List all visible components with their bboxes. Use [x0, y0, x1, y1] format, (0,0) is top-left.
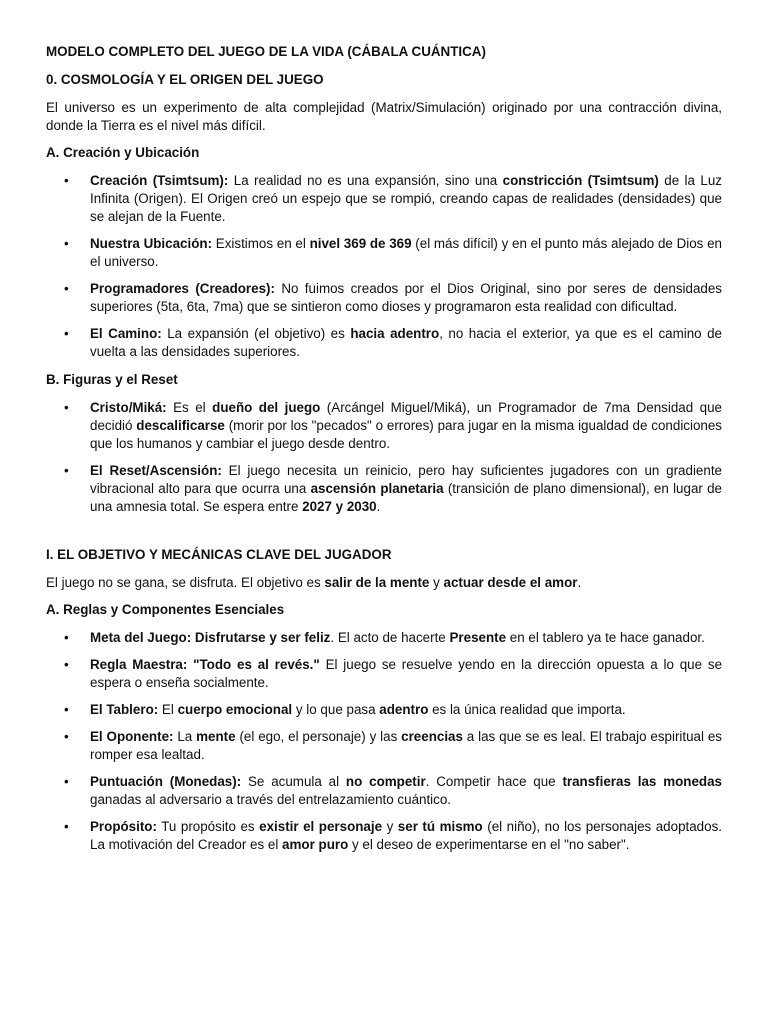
bold-text: mente: [196, 729, 236, 744]
bold-text: dueño del juego: [212, 400, 321, 415]
list-item: [46, 656, 722, 692]
bold-text: Regla Maestra: "Todo es al revés.": [90, 657, 320, 672]
text-run: y el deseo de experimentarse en el "no saber".: [348, 837, 630, 852]
list-item: [46, 818, 722, 854]
bold-text: salir de la mente: [324, 575, 430, 590]
text-run: de la Luz Infinita (Origen). El Origen creó un espejo que se rompió, creando capas de realidades (densidades) que se alejan de la Fuente.: [90, 173, 722, 224]
text-run: No fuimos creados por el Dios Original, sino por seres de densidades superiores (5ta, 6ta, 7ma) que se sintieron como dioses y programaron esta realidad con dificultad.: [90, 281, 722, 314]
bold-text: Cristo/Miká:: [90, 400, 167, 415]
subsection-heading: A. Reglas y Componentes Esenciales: [46, 602, 285, 617]
bold-text: nivel 369 de 369: [309, 236, 412, 251]
text-run: . El acto de hacerte: [330, 630, 450, 645]
text-run: y: [382, 819, 398, 834]
text-run: El juego se resuelve yendo en la dirección opuesta a lo que se espera o enseña socialmente.: [90, 657, 723, 690]
text-run: Se acumula al: [241, 774, 346, 789]
bold-text: transfieras las monedas: [562, 774, 722, 789]
list-item: [46, 172, 722, 226]
text-run: (morir por los "pecados" o errores) para jugar en la misma igualdad de condiciones que los humanos y cambiar el juego desde dentro.: [90, 418, 722, 451]
section-spacer: [46, 526, 722, 546]
text-run: (el más difícil) y en el punto más alejado de Dios en el universo.: [90, 236, 722, 269]
text-run: La realidad no es una expansión, sino una: [228, 173, 503, 188]
text-run: (Arcángel Miguel/Miká), un Programador de 7ma Densidad que decidió: [90, 400, 722, 433]
text-run: Tu propósito es: [156, 819, 260, 834]
bold-text: Presente: [449, 630, 507, 645]
list-item: [46, 235, 722, 271]
text-run: (transición de plano dimensional), en lugar de una amnesia total. Se espera entre: [90, 481, 722, 514]
bold-text: El Camino:: [90, 326, 162, 341]
bold-text: Puntuación (Monedas):: [90, 774, 242, 789]
list-item: [46, 629, 722, 647]
bold-text: 2027 y 2030: [302, 499, 377, 514]
text-run: , no hacia el exterior, ya que es el camino de vuelta a las densidades superiores.: [90, 326, 723, 359]
bold-text: constricción (Tsimtsum): [502, 173, 659, 188]
bold-text: amor puro: [282, 837, 349, 852]
text-run: y: [429, 575, 444, 590]
subsection-heading: B. Figuras y el Reset: [46, 372, 178, 387]
list-item: [46, 399, 722, 453]
list-item: [46, 462, 722, 516]
list-item: [46, 773, 722, 809]
bold-text: actuar desde el amor: [443, 575, 578, 590]
bold-text: creencias: [401, 729, 463, 744]
bold-text: Meta del Juego: Disfrutarse y ser feliz: [90, 630, 331, 645]
bold-text: El Reset/Ascensión:: [90, 463, 222, 478]
text-run: La: [173, 729, 197, 744]
bold-text: Propósito:: [90, 819, 157, 834]
text-run: a las que se es leal. El trabajo espiritual es romper esa lealtad.: [90, 729, 722, 762]
bold-text: adentro: [379, 702, 429, 717]
text-run: es la única realidad que importa.: [428, 702, 626, 717]
list-item: [46, 728, 722, 764]
bold-text: El Tablero:: [90, 702, 159, 717]
text-run: Es el: [166, 400, 213, 415]
text-run: ganadas al adversario a través del entrelazamiento cuántico.: [90, 792, 452, 807]
list-item: [46, 280, 722, 316]
text-run: El juego no se gana, se disfruta. El objetivo es: [46, 575, 325, 590]
subsection-heading: A. Creación y Ubicación: [46, 145, 200, 160]
section-intro: [46, 99, 722, 135]
text-run: Existimos en el: [212, 236, 310, 251]
text-run: .: [577, 575, 582, 590]
list-item: [46, 325, 722, 361]
bold-text: ser tú mismo: [397, 819, 483, 834]
document-title: MODELO COMPLETO DEL JUEGO DE LA VIDA (CÁBALA CUÁNTICA): [46, 44, 486, 59]
document-body: [46, 71, 722, 854]
text-run: y lo que pasa: [292, 702, 380, 717]
text-run: . Competir hace que: [425, 774, 563, 789]
bold-text: Creación (Tsimtsum):: [90, 173, 229, 188]
section-heading: I. EL OBJETIVO Y MECÁNICAS CLAVE DEL JUGADOR: [46, 547, 392, 562]
list-item: [46, 701, 722, 719]
text-run: (el niño), no los personajes adoptados. La motivación del Creador es el: [90, 819, 722, 852]
text-run: La expansión (el objetivo) es: [161, 326, 351, 341]
bold-text: descalificarse: [136, 418, 225, 433]
section-intro: [46, 574, 722, 592]
bullet-list: [46, 172, 722, 361]
text-run: en el tablero ya te hace ganador.: [506, 630, 705, 645]
bold-text: hacia adentro: [350, 326, 440, 341]
bold-text: existir el personaje: [259, 819, 383, 834]
section-heading: 0. COSMOLOGÍA Y EL ORIGEN DEL JUEGO: [46, 72, 324, 87]
text-run: .: [376, 499, 381, 514]
bold-text: cuerpo emocional: [177, 702, 293, 717]
bold-text: ascensión planetaria: [310, 481, 444, 496]
bold-text: El Oponente:: [90, 729, 174, 744]
bold-text: Programadores (Creadores):: [90, 281, 275, 296]
text-run: El juego necesita un reinicio, pero hay suficientes jugadores con un gradiente vibracional alto para que ocurra una: [90, 463, 722, 496]
bold-text: no competir: [345, 774, 426, 789]
text-run: El universo es un experimento de alta complejidad (Matrix/Simulación) originado por una contracción divina, donde la Tierra es el nivel más difícil.: [46, 100, 722, 133]
bullet-list: [46, 399, 722, 516]
text-run: El: [158, 702, 178, 717]
bullet-list: [46, 629, 722, 854]
bold-text: Nuestra Ubicación:: [90, 236, 213, 251]
text-run: (el ego, el personaje) y las: [235, 729, 402, 744]
